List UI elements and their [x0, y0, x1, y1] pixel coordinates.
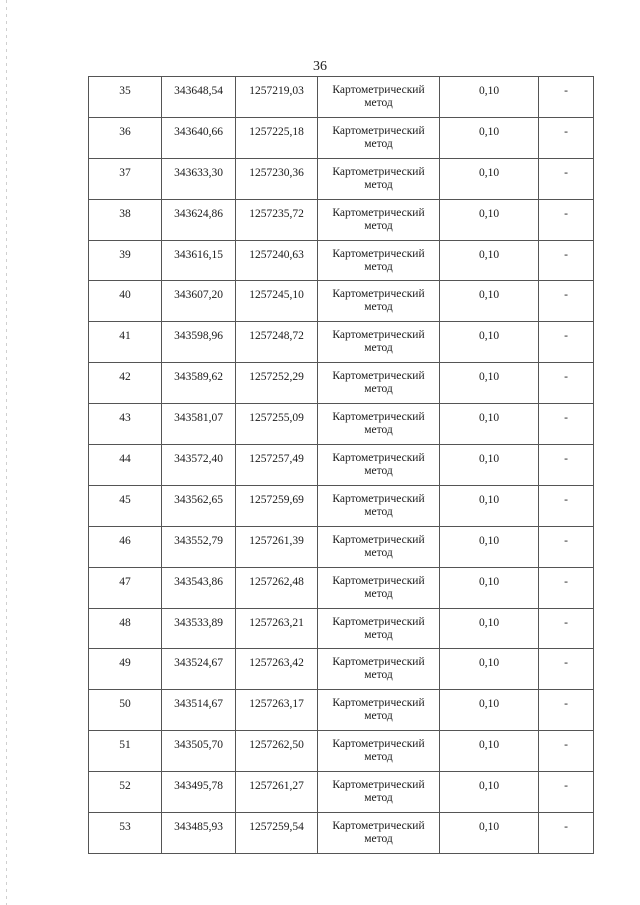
y-coordinate: 1257235,72	[249, 207, 304, 220]
method-cell	[318, 404, 440, 445]
method-line-2: метод	[364, 751, 393, 764]
y-coordinate-cell	[236, 445, 318, 486]
point-number-cell	[89, 404, 162, 445]
extra-value: -	[564, 371, 568, 384]
x-coordinate-cell	[162, 199, 236, 240]
method-cell	[318, 240, 440, 281]
method-cell	[318, 567, 440, 608]
x-coordinate: 343572,40	[174, 453, 223, 466]
method-line-1: Картометрический	[332, 370, 425, 383]
method-line-2: метод	[364, 505, 393, 518]
accuracy-cell	[440, 772, 539, 813]
method-line-1: Картометрический	[332, 738, 425, 751]
y-coordinate-cell	[236, 690, 318, 731]
x-coordinate-cell	[162, 363, 236, 404]
y-coordinate: 1257240,63	[249, 248, 304, 261]
table-row	[89, 117, 594, 158]
extra-cell	[539, 690, 594, 731]
table-row	[89, 649, 594, 690]
table-row	[89, 77, 594, 118]
accuracy-cell	[440, 608, 539, 649]
method-line-1: Картометрический	[332, 452, 425, 465]
extra-value: -	[564, 575, 568, 588]
x-coordinate-cell	[162, 567, 236, 608]
method-cell	[318, 485, 440, 526]
point-number-cell	[89, 77, 162, 118]
accuracy-value: 0,10	[478, 330, 500, 343]
method-line-2: метод	[364, 465, 393, 478]
point-number-cell	[89, 731, 162, 772]
y-coordinate: 1257255,09	[249, 412, 304, 425]
method-text	[318, 159, 439, 192]
method-cell	[318, 322, 440, 363]
y-coordinate-cell	[236, 281, 318, 322]
method-line-1: Картометрический	[332, 492, 425, 505]
y-coordinate-cell	[236, 117, 318, 158]
point-number: 51	[119, 739, 131, 752]
accuracy-cell	[440, 690, 539, 731]
extra-cell	[539, 199, 594, 240]
method-text	[318, 118, 439, 151]
table-row	[89, 363, 594, 404]
table-row	[89, 240, 594, 281]
point-number: 36	[119, 125, 131, 138]
x-coordinate: 343485,93	[174, 821, 223, 834]
method-line-1: Картометрический	[332, 533, 425, 546]
accuracy-value: 0,10	[478, 289, 500, 302]
x-coordinate-cell	[162, 158, 236, 199]
method-text	[318, 200, 439, 233]
accuracy-value: 0,10	[478, 412, 500, 425]
extra-cell	[539, 649, 594, 690]
x-coordinate-cell	[162, 240, 236, 281]
extra-cell	[539, 608, 594, 649]
point-number-cell	[89, 485, 162, 526]
x-coordinate: 343633,30	[174, 166, 223, 179]
extra-cell	[539, 363, 594, 404]
x-coordinate: 343495,78	[174, 780, 223, 793]
method-line-1: Картометрический	[332, 411, 425, 424]
method-cell	[318, 731, 440, 772]
method-line-1: Картометрический	[332, 329, 425, 342]
extra-value: -	[564, 453, 568, 466]
point-number-cell	[89, 690, 162, 731]
accuracy-cell	[440, 158, 539, 199]
extra-cell	[539, 567, 594, 608]
table-row	[89, 199, 594, 240]
method-line-1: Картометрический	[332, 124, 425, 137]
method-cell	[318, 608, 440, 649]
extra-cell	[539, 240, 594, 281]
x-coordinate: 343648,54	[174, 85, 223, 97]
point-number-cell	[89, 608, 162, 649]
y-coordinate-cell	[236, 158, 318, 199]
point-number: 48	[119, 616, 131, 629]
method-line-1: Картометрический	[332, 247, 425, 260]
x-coordinate: 343552,79	[174, 534, 223, 547]
y-coordinate: 1257263,42	[249, 657, 304, 670]
accuracy-cell	[440, 77, 539, 118]
method-line-2: метод	[364, 137, 393, 150]
method-line-2: метод	[364, 669, 393, 682]
y-coordinate: 1257252,29	[249, 371, 304, 384]
y-coordinate-cell	[236, 649, 318, 690]
table-row	[89, 526, 594, 567]
accuracy-cell	[440, 240, 539, 281]
table-row	[89, 281, 594, 322]
method-cell	[318, 772, 440, 813]
x-coordinate: 343598,96	[174, 330, 223, 343]
table-row	[89, 772, 594, 813]
y-coordinate: 1257259,54	[249, 821, 304, 834]
point-number: 42	[119, 371, 131, 384]
method-text	[318, 363, 439, 396]
method-text	[318, 322, 439, 355]
method-cell	[318, 526, 440, 567]
point-number-cell	[89, 649, 162, 690]
accuracy-value: 0,10	[478, 453, 500, 466]
x-coordinate-cell	[162, 322, 236, 363]
y-coordinate-cell	[236, 526, 318, 567]
accuracy-value: 0,10	[478, 739, 500, 752]
point-number: 47	[119, 575, 131, 588]
x-coordinate: 343533,89	[174, 616, 223, 629]
extra-value: -	[564, 493, 568, 506]
extra-value: -	[564, 616, 568, 629]
table-row	[89, 322, 594, 363]
x-coordinate-cell	[162, 77, 236, 118]
table-row	[89, 608, 594, 649]
method-cell	[318, 363, 440, 404]
extra-value: -	[564, 739, 568, 752]
method-line-1: Картометрический	[332, 656, 425, 669]
y-coordinate: 1257263,21	[249, 616, 304, 629]
y-coordinate: 1257219,03	[249, 85, 304, 97]
y-coordinate: 1257261,27	[249, 780, 304, 793]
y-coordinate-cell	[236, 199, 318, 240]
extra-value: -	[564, 780, 568, 793]
table-row	[89, 731, 594, 772]
accuracy-cell	[440, 117, 539, 158]
method-cell	[318, 813, 440, 854]
point-number-cell	[89, 567, 162, 608]
method-cell	[318, 199, 440, 240]
y-coordinate-cell	[236, 813, 318, 854]
extra-value: -	[564, 657, 568, 670]
x-coordinate: 343524,67	[174, 657, 223, 670]
accuracy-cell	[440, 649, 539, 690]
point-number: 52	[119, 780, 131, 793]
extra-cell	[539, 485, 594, 526]
extra-value: -	[564, 166, 568, 179]
x-coordinate: 343514,67	[174, 698, 223, 711]
method-text	[318, 445, 439, 478]
y-coordinate: 1257262,50	[249, 739, 304, 752]
accuracy-cell	[440, 445, 539, 486]
x-coordinate-cell	[162, 690, 236, 731]
y-coordinate-cell	[236, 567, 318, 608]
method-line-1: Картометрический	[332, 779, 425, 792]
y-coordinate: 1257248,72	[249, 330, 304, 343]
x-coordinate: 343562,65	[174, 493, 223, 506]
point-number: 50	[119, 698, 131, 711]
accuracy-value: 0,10	[478, 125, 500, 138]
y-coordinate-cell	[236, 77, 318, 118]
extra-cell	[539, 322, 594, 363]
x-coordinate: 343640,66	[174, 125, 223, 138]
y-coordinate-cell	[236, 322, 318, 363]
point-number: 46	[119, 534, 131, 547]
method-line-2: метод	[364, 383, 393, 396]
extra-cell	[539, 813, 594, 854]
method-text	[318, 772, 439, 805]
y-coordinate-cell	[236, 240, 318, 281]
accuracy-value: 0,10	[478, 248, 500, 261]
extra-value: -	[564, 289, 568, 302]
coordinates-table-body	[89, 77, 594, 854]
accuracy-value: 0,10	[478, 698, 500, 711]
method-line-1: Картометрический	[332, 615, 425, 628]
y-coordinate: 1257230,36	[249, 166, 304, 179]
extra-cell	[539, 158, 594, 199]
table-row	[89, 445, 594, 486]
method-text	[318, 77, 439, 110]
method-line-2: метод	[364, 97, 393, 109]
method-text	[318, 609, 439, 642]
method-line-1: Картометрический	[332, 84, 425, 96]
extra-value: -	[564, 412, 568, 425]
method-cell	[318, 649, 440, 690]
table-row	[89, 404, 594, 445]
extra-cell	[539, 404, 594, 445]
point-number-cell	[89, 158, 162, 199]
accuracy-value: 0,10	[478, 780, 500, 793]
table-row	[89, 567, 594, 608]
accuracy-cell	[440, 567, 539, 608]
x-coordinate: 343589,62	[174, 371, 223, 384]
point-number: 45	[119, 493, 131, 506]
table-row	[89, 690, 594, 731]
method-cell	[318, 117, 440, 158]
extra-cell	[539, 445, 594, 486]
y-coordinate-cell	[236, 772, 318, 813]
method-line-1: Картометрический	[332, 165, 425, 178]
table-row	[89, 485, 594, 526]
point-number-cell	[89, 813, 162, 854]
y-coordinate: 1257261,39	[249, 534, 304, 547]
point-number: 41	[119, 330, 131, 343]
point-number: 37	[119, 166, 131, 179]
method-text	[318, 568, 439, 601]
method-line-2: метод	[364, 710, 393, 723]
accuracy-value: 0,10	[478, 85, 500, 97]
y-coordinate-cell	[236, 404, 318, 445]
method-line-2: метод	[364, 178, 393, 191]
point-number-cell	[89, 199, 162, 240]
accuracy-value: 0,10	[478, 657, 500, 670]
extra-cell	[539, 117, 594, 158]
accuracy-cell	[440, 281, 539, 322]
table-row	[89, 813, 594, 854]
page-number: 36	[313, 59, 327, 74]
extra-value: -	[564, 698, 568, 711]
method-line-1: Картометрический	[332, 697, 425, 710]
accuracy-value: 0,10	[478, 616, 500, 629]
point-number-cell	[89, 526, 162, 567]
x-coordinate-cell	[162, 813, 236, 854]
method-text	[318, 527, 439, 560]
x-coordinate-cell	[162, 649, 236, 690]
method-text	[318, 404, 439, 437]
y-coordinate: 1257245,10	[249, 289, 304, 302]
y-coordinate: 1257225,18	[249, 125, 304, 138]
x-coordinate-cell	[162, 731, 236, 772]
coordinates-table	[88, 76, 594, 854]
extra-value: -	[564, 85, 568, 97]
method-line-1: Картометрический	[332, 206, 425, 219]
accuracy-cell	[440, 485, 539, 526]
point-number: 35	[119, 85, 131, 97]
x-coordinate-cell	[162, 485, 236, 526]
point-number-cell	[89, 322, 162, 363]
point-number: 39	[119, 248, 131, 261]
y-coordinate-cell	[236, 485, 318, 526]
method-line-2: метод	[364, 219, 393, 232]
x-coordinate: 343616,15	[174, 248, 223, 261]
method-text	[318, 241, 439, 274]
extra-cell	[539, 77, 594, 118]
method-line-1: Картометрический	[332, 574, 425, 587]
table-row	[89, 158, 594, 199]
point-number-cell	[89, 363, 162, 404]
method-text	[318, 649, 439, 682]
x-coordinate-cell	[162, 404, 236, 445]
x-coordinate: 343543,86	[174, 575, 223, 588]
accuracy-value: 0,10	[478, 166, 500, 179]
point-number-cell	[89, 117, 162, 158]
method-text	[318, 281, 439, 314]
method-text	[318, 486, 439, 519]
accuracy-cell	[440, 526, 539, 567]
method-line-2: метод	[364, 301, 393, 314]
method-cell	[318, 158, 440, 199]
method-cell	[318, 77, 440, 118]
method-line-2: метод	[364, 424, 393, 437]
method-cell	[318, 445, 440, 486]
y-coordinate: 1257257,49	[249, 453, 304, 466]
accuracy-cell	[440, 404, 539, 445]
accuracy-value: 0,10	[478, 821, 500, 834]
accuracy-value: 0,10	[478, 534, 500, 547]
point-number-cell	[89, 772, 162, 813]
method-line-2: метод	[364, 342, 393, 355]
x-coordinate-cell	[162, 608, 236, 649]
extra-value: -	[564, 330, 568, 343]
extra-value: -	[564, 207, 568, 220]
method-line-2: метод	[364, 792, 393, 805]
method-line-2: метод	[364, 628, 393, 641]
x-coordinate-cell	[162, 117, 236, 158]
y-coordinate-cell	[236, 608, 318, 649]
extra-value: -	[564, 534, 568, 547]
accuracy-cell	[440, 322, 539, 363]
method-line-2: метод	[364, 587, 393, 600]
point-number-cell	[89, 281, 162, 322]
x-coordinate-cell	[162, 445, 236, 486]
method-line-1: Картометрический	[332, 820, 425, 833]
accuracy-value: 0,10	[478, 575, 500, 588]
point-number: 43	[119, 412, 131, 425]
x-coordinate: 343624,86	[174, 207, 223, 220]
accuracy-cell	[440, 199, 539, 240]
point-number: 44	[119, 453, 131, 466]
y-coordinate: 1257262,48	[249, 575, 304, 588]
method-line-2: метод	[364, 260, 393, 273]
x-coordinate: 343505,70	[174, 739, 223, 752]
extra-value: -	[564, 821, 568, 834]
method-line-2: метод	[364, 546, 393, 559]
method-line-1: Картометрический	[332, 288, 425, 301]
extra-value: -	[564, 248, 568, 261]
extra-value: -	[564, 125, 568, 138]
method-cell	[318, 690, 440, 731]
x-coordinate: 343581,07	[174, 412, 223, 425]
y-coordinate: 1257259,69	[249, 493, 304, 506]
accuracy-cell	[440, 363, 539, 404]
y-coordinate-cell	[236, 731, 318, 772]
extra-cell	[539, 731, 594, 772]
scan-margin-line	[6, 0, 7, 905]
extra-cell	[539, 772, 594, 813]
extra-cell	[539, 281, 594, 322]
point-number-cell	[89, 445, 162, 486]
x-coordinate-cell	[162, 526, 236, 567]
point-number: 53	[119, 821, 131, 834]
y-coordinate-cell	[236, 363, 318, 404]
x-coordinate-cell	[162, 772, 236, 813]
accuracy-value: 0,10	[478, 207, 500, 220]
method-text	[318, 813, 439, 846]
x-coordinate-cell	[162, 281, 236, 322]
accuracy-cell	[440, 813, 539, 854]
extra-cell	[539, 526, 594, 567]
method-cell	[318, 281, 440, 322]
accuracy-cell	[440, 731, 539, 772]
accuracy-value: 0,10	[478, 493, 500, 506]
point-number-cell	[89, 240, 162, 281]
method-text	[318, 731, 439, 764]
x-coordinate: 343607,20	[174, 289, 223, 302]
accuracy-value: 0,10	[478, 371, 500, 384]
point-number: 40	[119, 289, 131, 302]
y-coordinate: 1257263,17	[249, 698, 304, 711]
method-text	[318, 690, 439, 723]
point-number: 49	[119, 657, 131, 670]
point-number: 38	[119, 207, 131, 220]
method-line-2: метод	[364, 833, 393, 846]
